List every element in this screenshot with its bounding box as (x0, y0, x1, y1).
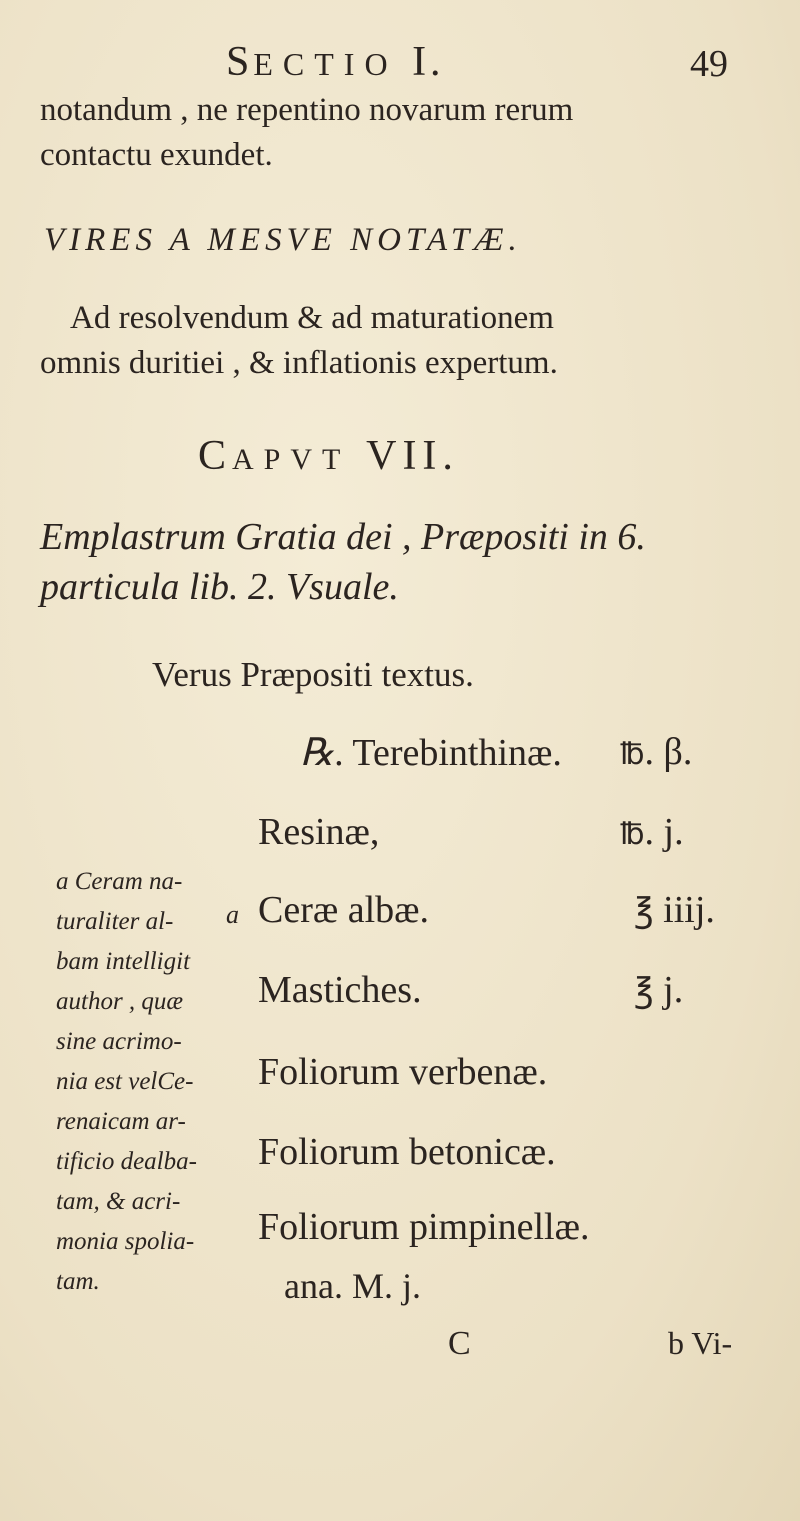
running-title-initial: S (226, 39, 254, 85)
recipe-ana: ana. M. j. (284, 1266, 421, 1306)
recipe-title-line-2: particula lib. 2. Vsuale. (40, 566, 399, 608)
text-line-1: notandum , ne repentino novarum rerum (40, 92, 574, 128)
chapter-smallcaps: APVT (232, 443, 351, 476)
chapter-heading (198, 432, 459, 480)
section-heading: VIRES A MESVE NOTATÆ. (44, 222, 522, 258)
ingredient-qty: β. (663, 731, 693, 773)
ingredient-name: Resinæ, (258, 811, 380, 853)
ingredient-qty: j. (663, 969, 684, 1011)
recipe-quantity-mastiches (634, 968, 683, 1012)
side-note-line: a Ceram na- (56, 868, 183, 895)
ingredient-qty: j. (663, 811, 684, 853)
side-note-line: tam, & acri- (56, 1188, 181, 1215)
chapter-initial: C (198, 433, 233, 479)
text-line-2: contactu exundet. (40, 137, 273, 173)
recipe-line-pimpinellae: Foliorum pimpinellæ. (258, 1206, 590, 1248)
ounce-icon: ℥ (634, 893, 654, 930)
recipe-line-cerae (258, 888, 429, 932)
catchword: b Vi- (668, 1325, 733, 1361)
chapter-numeral: VII. (366, 433, 459, 479)
running-title (226, 38, 445, 86)
pound-icon: ℔ (620, 738, 645, 771)
page-number: 49 (690, 43, 728, 85)
text-line-4: Ad resolvendum & ad maturationem (70, 300, 554, 336)
recipe-title-line-1: Emplastrum Gratia dei , Præpositi in 6. (40, 516, 646, 558)
signature-mark: C (448, 1325, 471, 1362)
side-note-line: bam intelligit (56, 948, 191, 975)
text-line-5: omnis duritiei , & inflationis expertum. (40, 345, 558, 381)
recipe-line-verbenae: Foliorum verbenæ. (258, 1051, 548, 1093)
recipe-line-resinae (258, 810, 379, 854)
recipe-quantity-resinae: ℔. j. (620, 811, 684, 853)
side-note-line: nia est velCe- (56, 1068, 194, 1095)
running-title-numeral: I. (412, 39, 445, 85)
recipe-quantity-cerae (634, 888, 715, 932)
recipe-line-mastiches (258, 968, 422, 1012)
recipe-rx-icon: ℞ (300, 732, 335, 774)
side-note-line: author , quæ (56, 988, 184, 1015)
side-note-line: sine acrimo- (56, 1028, 182, 1055)
side-note-line: tificio dealba- (56, 1148, 197, 1175)
ingredient-qty: iiij. (663, 889, 715, 931)
recipe-quantity-terebinthinae: ℔. β. (620, 731, 693, 773)
side-note-line: monia spolia- (56, 1228, 195, 1255)
running-title-smallcaps: ECTIO (253, 46, 398, 82)
side-note-line: renaicam ar- (56, 1108, 186, 1135)
verus-textus: Verus Præpositi textus. (152, 655, 474, 694)
margin-note-marker: a (226, 900, 239, 929)
recipe-line-betonicae: Foliorum betonicæ. (258, 1131, 556, 1173)
ingredient-name: Mastiches. (258, 969, 422, 1011)
ingredient-name: Terebinthinæ. (352, 732, 562, 774)
side-note-line: turaliter al- (56, 908, 174, 935)
recipe-line-terebinthinae: ℞. Terebinthinæ. (300, 732, 562, 774)
pound-icon: ℔ (620, 818, 645, 851)
ingredient-name: Ceræ albæ. (258, 889, 429, 931)
side-note-line: tam. (56, 1268, 100, 1295)
ounce-icon: ℥ (634, 973, 654, 1010)
